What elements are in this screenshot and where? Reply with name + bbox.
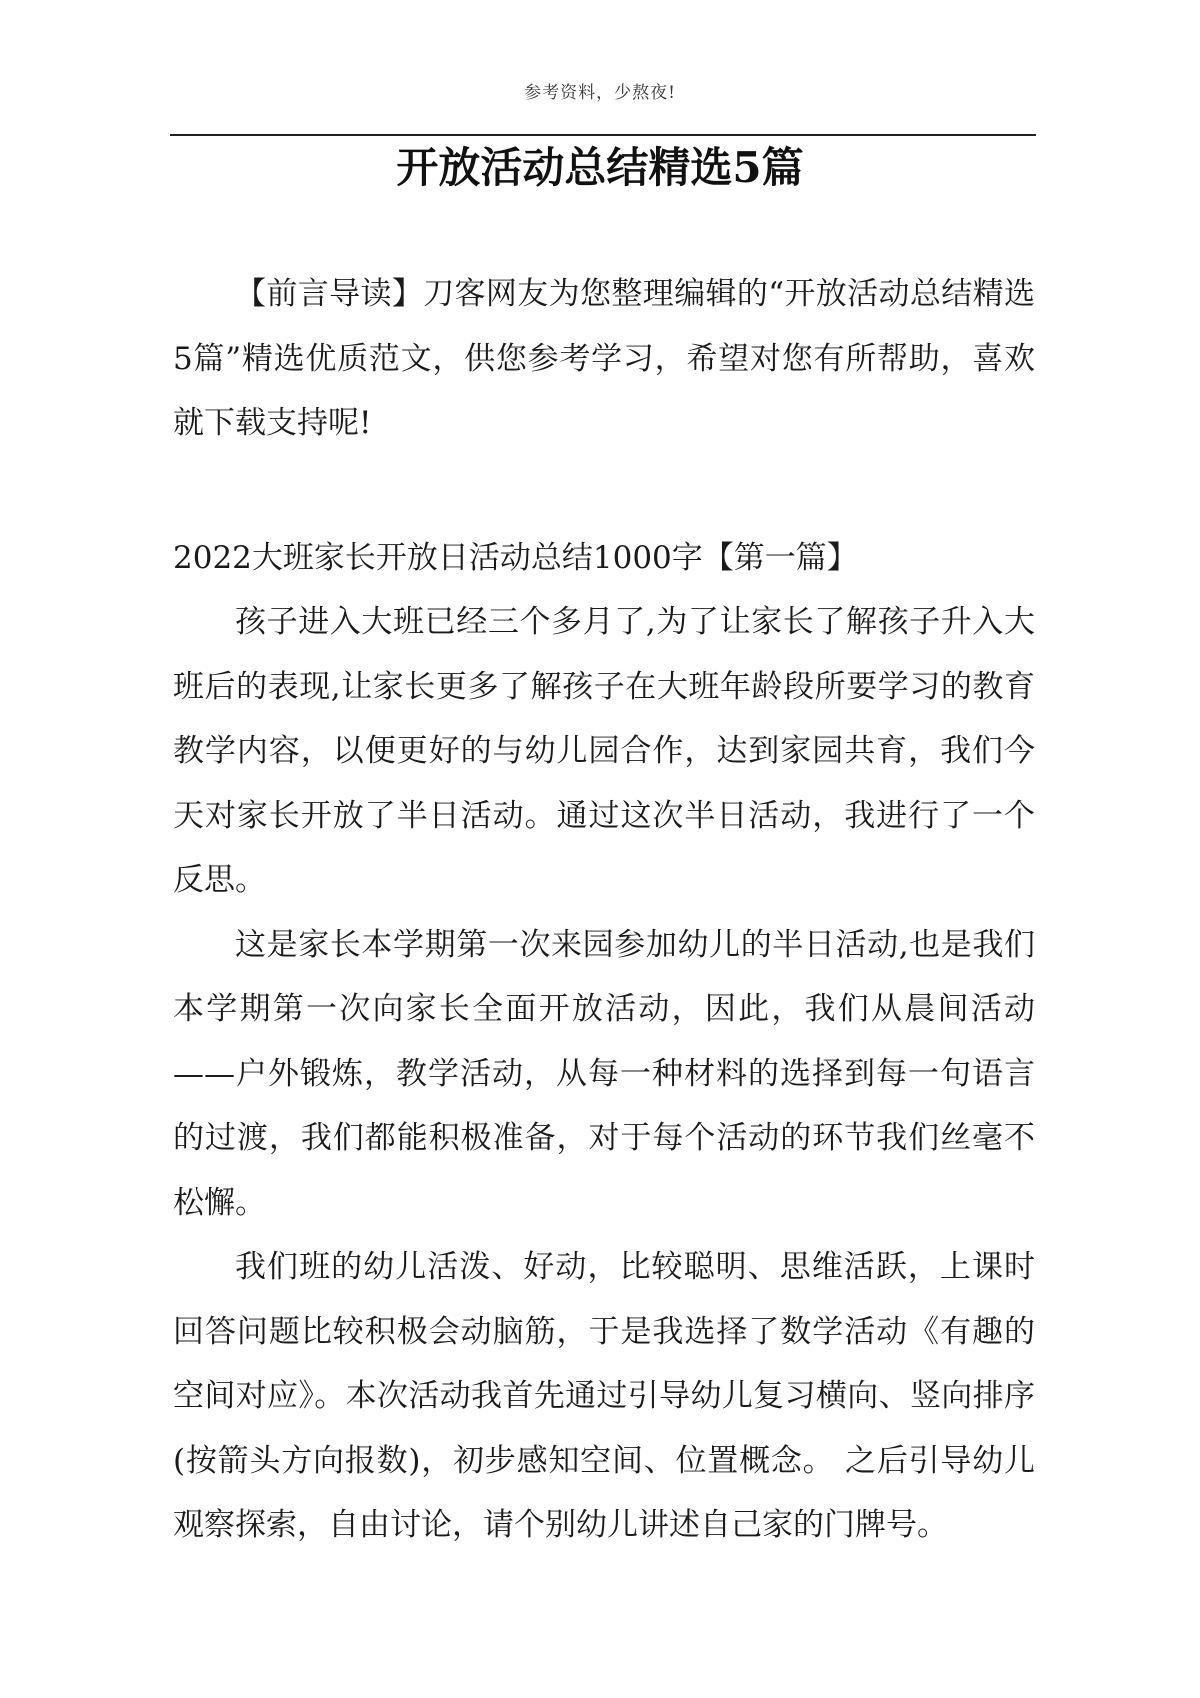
intro-paragraph: 【前言导读】刀客网友为您整理编辑的“开放活动总结精选5篇”精选优质范文，供您参考学习，希望对您有所帮助，喜欢就下载支持呢!: [173, 276, 1035, 441]
body-paragraph-1: 孩子进入大班已经三个多月了,为了让家长了解孩子升入大班后的表现,让家长更多了解孩子在大班年龄段所要学习的教育教学内容，以便更好的与幼儿园合作，达到家园共育，我们今天对家长开放了半日活动。通过这次半日活动，我进行了一个反思。: [173, 604, 1035, 898]
body-paragraph-3: 我们班的幼儿活泼、好动，比较聪明、思维活跃，上课时回答问题比较积极会动脑筋，于是我选择了数学活动《有趣的空间对应》。本次活动我首先通过引导幼儿复习横向、竖向排序(按箭头方向报数)，初步感知空间、位置概念。 之后引导幼儿观察探索，自由讨论，请个别幼儿讲述自己家的门牌号。: [173, 1249, 1035, 1543]
header-divider: [170, 134, 1036, 136]
document-body: [173, 262, 1035, 1558]
body-paragraph-2: 这是家长本学期第一次来园参加幼儿的半日活动,也是我们本学期第一次向家长全面开放活动，因此，我们从晨间活动——户外锻炼，教学活动，从每一种材料的选择到每一句语言的过渡，我们都能积极准备，对于每个活动的环节我们丝毫不松懈。: [173, 926, 1035, 1221]
page-header-note: 参考资料，少熬夜!: [524, 83, 676, 103]
document-title: 开放活动总结精选5篇: [396, 143, 804, 192]
section-heading: 2022大班家长开放日活动总结1000字【第一篇】: [173, 539, 858, 576]
